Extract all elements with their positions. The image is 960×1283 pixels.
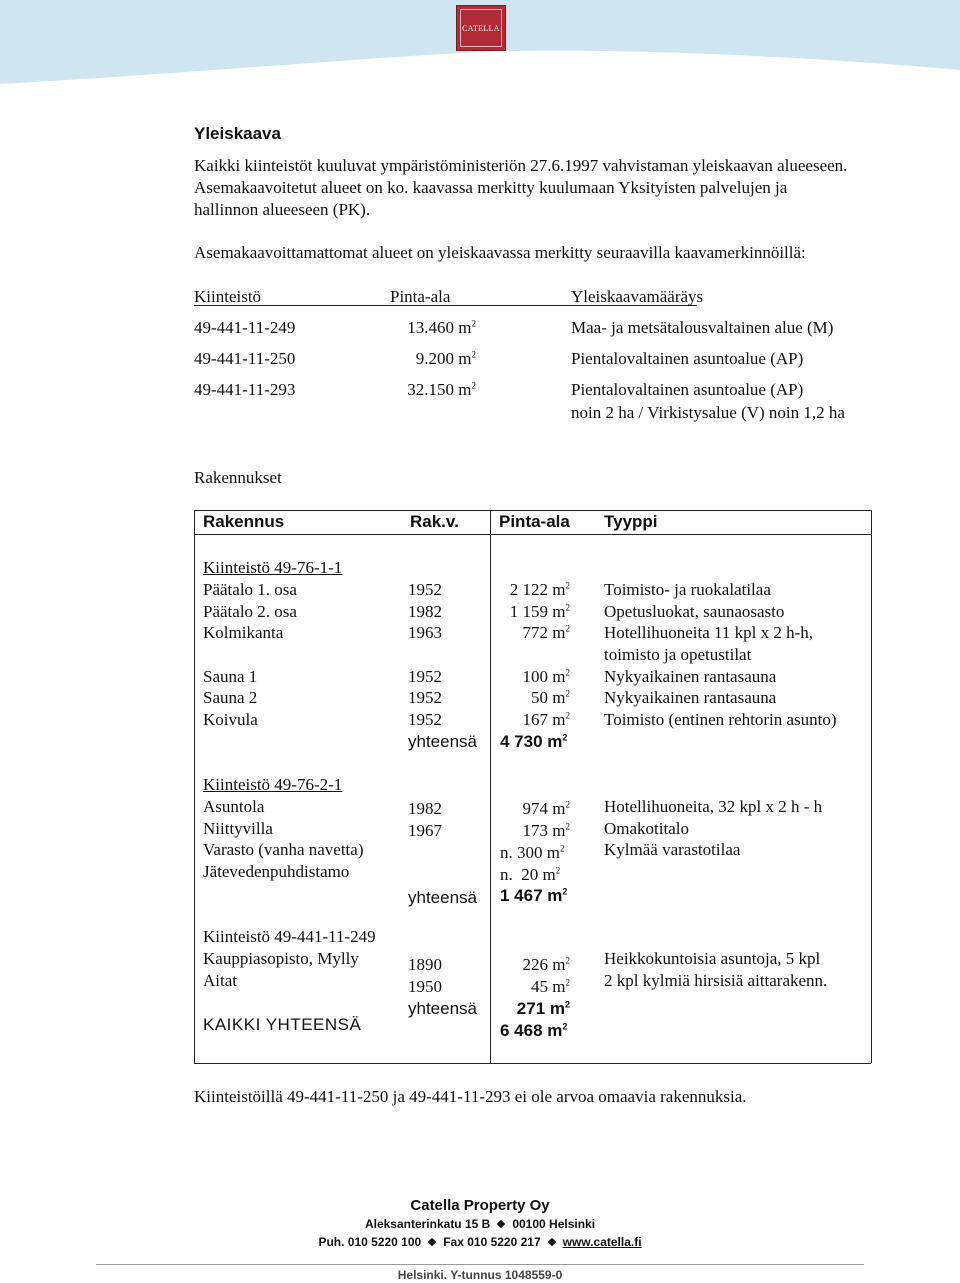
table-cell-area: 1 159 $m^2$: [509, 602, 570, 621]
separator-diamond-icon: [547, 1238, 555, 1246]
row-pinta-ala: 32.150 $m^2$: [407, 380, 476, 399]
group-title: Kiinteistö 49-76-1-1: [203, 558, 343, 577]
footer-divider: [96, 1264, 864, 1265]
table-cell-area: 772 $m^2$: [522, 623, 570, 642]
table-border-right: [871, 510, 872, 1063]
section-title-rakennukset: Rakennukset: [194, 468, 282, 487]
row-kiinteisto: 49-441-11-293: [194, 380, 296, 399]
column-header-pinta-ala: Pinta-ala: [390, 287, 451, 306]
column-header-kiinteisto: Kiinteistö: [194, 287, 262, 306]
group-title: Kiinteistö 49-76-2-1: [203, 775, 343, 794]
grand-total-label: KAIKKI YHTEENSÄ: [203, 1015, 362, 1034]
table-border-top: [194, 510, 871, 511]
footer-address: Aleksanterinkatu 15 B 00100 Helsinki: [364, 1217, 596, 1231]
table-cell-year: 1952: [408, 667, 442, 686]
row-pinta-ala: 9.200 $m^2$: [415, 349, 476, 368]
table-cell-name: Sauna 1: [203, 667, 258, 686]
row-pinta-ala: 13.460 $m^2$: [407, 318, 476, 337]
table-cell-year: 1952: [408, 580, 442, 599]
table-cell-name: Asuntola: [203, 797, 265, 816]
paragraph-line: Asemakaavoitetut alueet on ko. kaavassa merkitty kuulumaan Yksityisten palvelujen ja: [194, 178, 788, 197]
table-cell-type: Nykyaikainen rantasauna: [604, 667, 777, 686]
group-total-label: yhteensä: [408, 999, 477, 1018]
row-kiinteisto: 49-441-11-249: [194, 318, 296, 337]
table-cell-name: Kauppiasopisto, Mylly: [203, 949, 359, 968]
table-header-rakennus: Rakennus: [203, 512, 285, 531]
table-cell-year: 1952: [408, 688, 442, 707]
logo-text: CATELLA: [462, 23, 500, 33]
row-kiinteisto: 49-441-11-250: [194, 349, 296, 368]
row-maarays-cont: noin 2 ha / Virkistysalue (V) noin 1,2 ha: [571, 403, 845, 422]
table-cell-name: Aitat: [203, 971, 237, 990]
table-cell-type: Nykyaikainen rantasauna: [604, 688, 777, 707]
table-cell-year: 1950: [408, 977, 442, 996]
group-title: Kiinteistö 49-441-11-249: [203, 927, 376, 946]
table-header-tyyppi: Tyyppi: [604, 512, 658, 531]
table-header-border: [194, 534, 871, 535]
group-total-area: 4 730 $m^2$: [500, 732, 568, 751]
group-total-area: 1 467 $m^2$: [500, 886, 568, 905]
table-cell-area: 100 $m^2$: [522, 667, 570, 686]
table-cell-year: 1952: [408, 710, 442, 729]
table-cell-type: Toimisto- ja ruokalatilaa: [604, 580, 771, 599]
row-maarays: Pientalovaltainen asuntoalue (AP): [571, 349, 804, 368]
table-cell-type: Hotellihuoneita 11 kpl x 2 h-h,: [604, 623, 814, 642]
column-header-yleiskaavamaarays: Yleiskaavamääräys: [571, 287, 704, 306]
row-maarays: Maa- ja metsätalousvaltainen alue (M): [571, 318, 834, 337]
table-cell-name: Varasto (vanha navetta): [203, 840, 364, 859]
table-cell-area: 45 $m^2$: [531, 977, 570, 996]
paragraph-line: Kaikki kiinteistöt kuuluvat ympäristöministeriön 27.6.1997 vahvistaman yleiskaavan alueeseen.: [194, 156, 848, 175]
table-cell-area: 50 $m^2$: [531, 688, 570, 707]
table-border-left: [194, 510, 195, 1063]
table-cell-year: 1967: [408, 821, 442, 840]
table-cell-area: 2 122 $m^2$: [509, 580, 570, 599]
table-cell-type-cont: toimisto ja opetustilat: [604, 645, 752, 664]
footer-business-id: Helsinki. Y-tunnus 1048559-0: [397, 1268, 563, 1282]
table-cell-type: 2 kpl kylmiä hirsisiä aittarakenn.: [604, 971, 828, 990]
separator-diamond-icon: [428, 1238, 436, 1246]
table-cell-type: Hotellihuoneita, 32 kpl x 2 h - h: [604, 797, 823, 816]
table-cell-year: 1963: [408, 623, 442, 642]
table-cell-name: Päätalo 1. osa: [203, 580, 297, 599]
table-cell-area: 974 $m^2$: [522, 799, 570, 818]
footer-web-link[interactable]: www.catella.fi: [562, 1235, 642, 1249]
footer-contact: Puh. 010 5220 100 Fax 010 5220 217 www.catella.fi: [318, 1235, 642, 1249]
table-header-rakv: Rak.v.: [410, 512, 459, 531]
table-cell-area: 167 $m^2$: [522, 710, 570, 729]
group-total-label: yhteensä: [408, 888, 477, 907]
table-cell-type: Omakotitalo: [604, 819, 689, 838]
table-cell-type: Heikkokuntoisia asuntoja, 5 kpl: [604, 949, 821, 968]
table-border-bottom: [194, 1063, 871, 1064]
paragraph-line: hallinnon alueeseen (PK).: [194, 200, 371, 219]
group-total-area: 271 $m^2$: [516, 999, 570, 1018]
separator-diamond-icon: [497, 1220, 505, 1228]
table-cell-year: 1982: [408, 799, 442, 818]
table-cell-area: n. 300 $m^2$: [500, 843, 565, 862]
section-title-yleiskaava: Yleiskaava: [194, 124, 281, 143]
table-cell-year: 1890: [408, 955, 442, 974]
table-cell-name: Jätevedenpuhdistamo: [203, 862, 350, 881]
footer-company: Catella Property Oy: [410, 1197, 550, 1214]
row-maarays: Pientalovaltainen asuntoalue (AP): [571, 380, 804, 399]
table-cell-type: Opetusluokat, saunaosasto: [604, 602, 785, 621]
header-underline: [194, 305, 697, 306]
table-cell-type: Toimisto (entinen rehtorin asunto): [604, 710, 837, 729]
catella-logo: [456, 5, 506, 51]
group-total-label: yhteensä: [408, 732, 477, 751]
table-cell-name: Kolmikanta: [203, 623, 284, 642]
table-cell-name: Sauna 2: [203, 688, 258, 707]
table-cell-name: Koivula: [203, 710, 258, 729]
table-cell-area: n. 20 $m^2$: [500, 865, 561, 884]
table-cell-name: Niittyvilla: [203, 819, 273, 838]
table-cell-name: Päätalo 2. osa: [203, 602, 297, 621]
note-text: Kiinteistöillä 49-441-11-250 ja 49-441-11-293 ei ole arvoa omaavia rakennuksia.: [194, 1087, 747, 1106]
table-cell-type: Kylmää varastotilaa: [604, 840, 741, 859]
grand-total-area: 6 468 $m^2$: [500, 1021, 568, 1040]
paragraph-asemakaavoittamattomat: Asemakaavoittamattomat alueet on yleiskaavassa merkitty seuraavilla kaavamerkinnöillä:: [194, 243, 806, 262]
table-cell-area: 173 $m^2$: [522, 821, 570, 840]
table-cell-year: 1982: [408, 602, 442, 621]
table-header-pinta-ala: Pinta-ala: [499, 512, 570, 531]
table-cell-area: 226 $m^2$: [522, 955, 570, 974]
